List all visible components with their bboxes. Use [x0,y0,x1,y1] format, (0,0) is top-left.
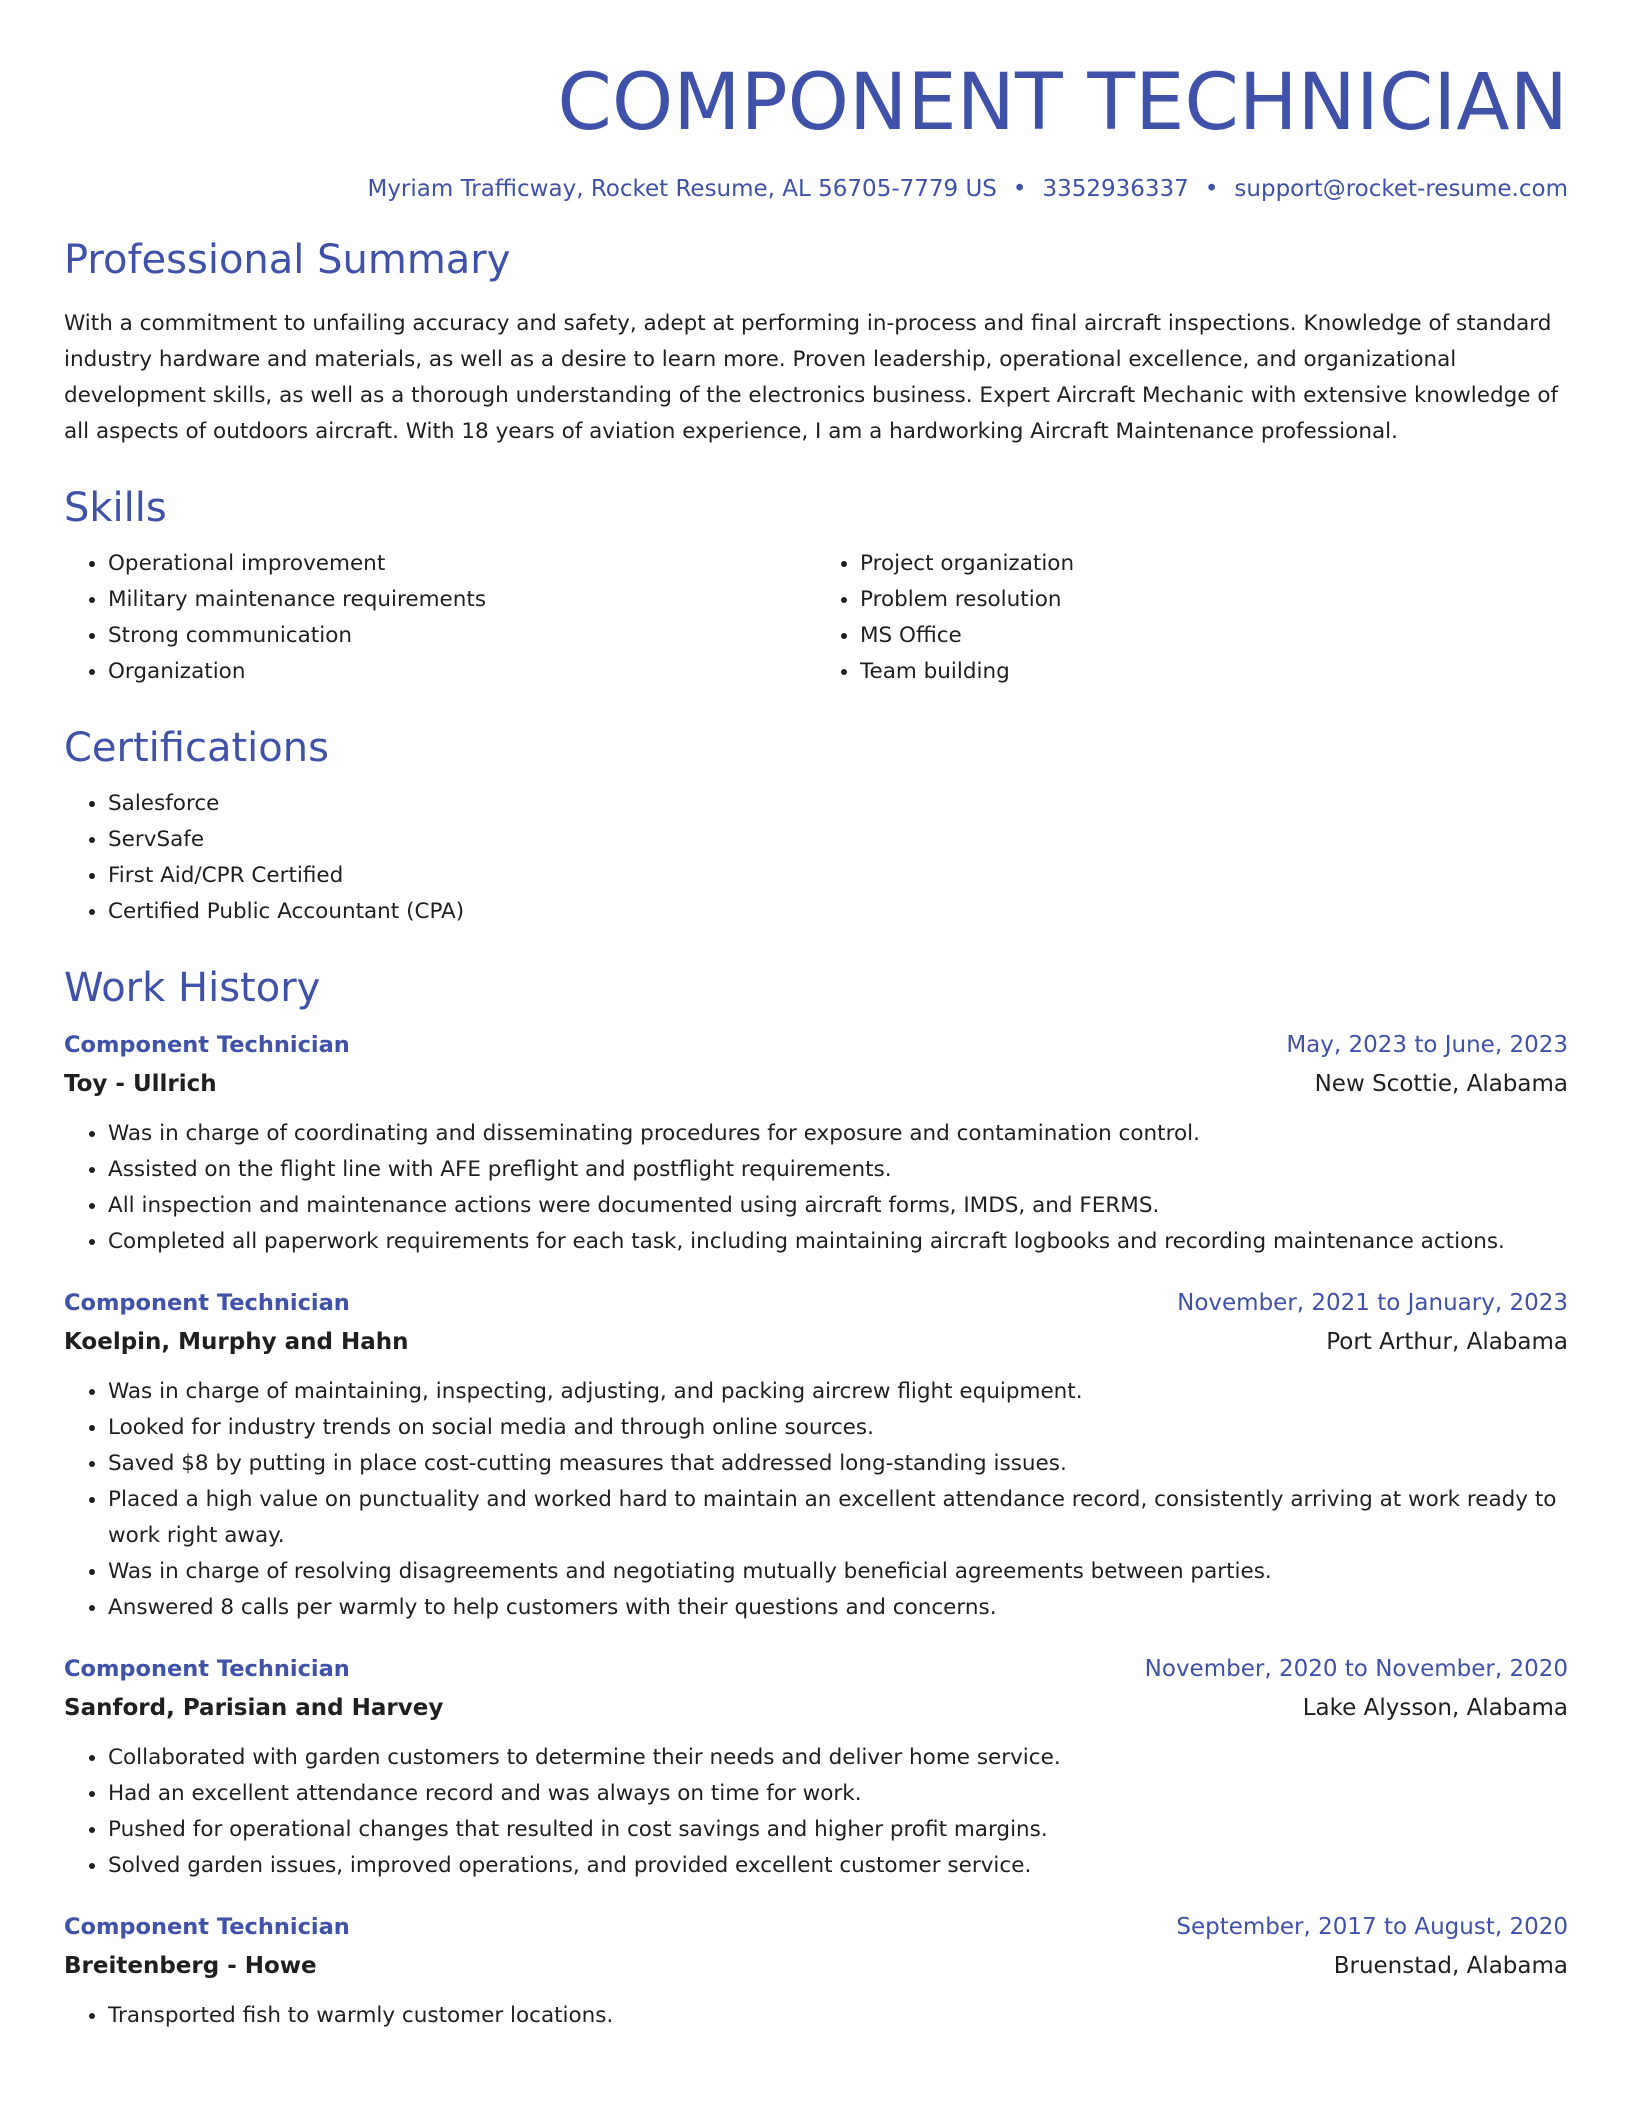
certification-item: • Salesforce [108,786,1568,822]
job-company: Koelpin, Murphy and Hahn [64,1329,409,1355]
job-bullet: • Saved $8 by putting in place cost-cutting measures that addressed long-standing issues. [108,1446,1568,1482]
certifications-section [64,720,1568,930]
job-bullets [64,1998,1568,2034]
job-bullet: • All inspection and maintenance actions were documented using aircraft forms, IMDS, and FERMS. [108,1188,1568,1224]
job-bullet: • Completed all paperwork requirements for each task, including maintaining aircraft logbooks and recording maintenance actions. [108,1224,1568,1260]
job-entry [64,1650,1568,1884]
job-location: Lake Alysson, Alabama [1302,1695,1568,1721]
certification-item: • Certified Public Accountant (CPA) [108,894,1568,930]
job-bullet: • Was in charge of maintaining, inspecting, adjusting, and packing aircrew flight equipment. [108,1374,1568,1410]
contact-line [64,176,1568,202]
job-bullets [64,1374,1568,1626]
job-dates: May, 2023 to June, 2023 [1286,1032,1568,1058]
job-company: Toy - Ullrich [64,1071,217,1097]
job-location: New Scottie, Alabama [1314,1071,1568,1097]
contact-phone: 3352936337 [1042,176,1189,202]
job-entry [64,1908,1568,2034]
job-entry [64,1026,1568,1260]
job-bullet: • Assisted on the flight line with AFE preflight and postflight requirements. [108,1152,1568,1188]
summary-text: With a commitment to unfailing accuracy and safety, adept at performing in-process and final aircraft inspections. Knowledge of standard industry hardware and materials, as well as a desire to learn more. Proven leadership, operational excellence, and organizational development skills, as well as a thorough understanding of the electronics business. Expert Aircraft Mechanic with extensive knowledge of all aspects of outdoors aircraft. With 18 years of aviation experience, I am a hardworking Aircraft Maintenance professional. [64,311,1559,444]
job-bullet: • Looked for industry trends on social media and through online sources. [108,1410,1568,1446]
job-dates: November, 2020 to November, 2020 [1144,1656,1568,1682]
skill-item: • Military maintenance requirements [108,582,816,618]
job-location: Bruenstad, Alabama [1333,1953,1568,1979]
job-bullet: • Was in charge of coordinating and disseminating procedures for exposure and contamination control. [108,1116,1568,1152]
skills-columns [64,536,1568,690]
job-bullet: • Solved garden issues, improved operations, and provided excellent customer service. [108,1848,1568,1884]
skill-item: • MS Office [860,618,1568,654]
job-bullets [64,1116,1568,1260]
skill-item: • Problem resolution [860,582,1568,618]
skill-item: • Team building [860,654,1568,690]
certifications-list [64,786,1568,930]
job-dates: September, 2017 to August, 2020 [1176,1914,1568,1940]
job-bullet: • Transported fish to warmly customer locations. [108,1998,1568,2034]
job-bullet: • Collaborated with garden customers to determine their needs and deliver home service. [108,1740,1568,1776]
job-bullets [64,1740,1568,1884]
job-company: Breitenberg - Howe [64,1953,317,1979]
job-title: Component Technician [64,1656,350,1682]
job-title: Component Technician [64,1914,350,1940]
certification-item: • First Aid/CPR Certified [108,858,1568,894]
job-title: Component Technician [64,1290,350,1316]
job-bullet: • Placed a high value on punctuality and worked hard to maintain an excellent attendance record, consistently arriving at work ready to work right away. [108,1482,1568,1554]
skill-item: • Strong communication [108,618,816,654]
skill-item: • Organization [108,654,816,690]
job-company: Sanford, Parisian and Harvey [64,1695,444,1721]
job-dates: November, 2021 to January, 2023 [1177,1290,1568,1316]
skill-item: • Project organization [860,546,1568,582]
resume-page [64,48,1568,2034]
job-bullet: • Had an excellent attendance record and was always on time for work. [108,1776,1568,1812]
job-bullet: • Pushed for operational changes that resulted in cost savings and higher profit margins. [108,1812,1568,1848]
contact-email: support@rocket-resume.com [1234,176,1568,202]
summary-section [64,232,1568,450]
contact-separator: • [1204,176,1219,202]
skills-list-left [64,546,816,690]
candidate-name: COMPONENT TECHNICIAN [557,58,1568,148]
certification-item: • ServSafe [108,822,1568,858]
certifications-heading: Certifications [64,725,329,771]
work-history-heading: Work History [64,965,321,1011]
job-title: Component Technician [64,1032,350,1058]
contact-address: Myriam Trafficway, Rocket Resume, AL 56705-7779 US [367,176,997,202]
skill-item: • Operational improvement [108,546,816,582]
work-history-section [64,960,1568,2034]
job-bullet: • Answered 8 calls per warmly to help customers with their questions and concerns. [108,1590,1568,1626]
job-location: Port Arthur, Alabama [1326,1329,1568,1355]
contact-separator: • [1012,176,1027,202]
skills-list-right [816,546,1568,690]
skills-section [64,480,1568,690]
skills-heading: Skills [64,485,167,531]
summary-heading: Professional Summary [64,237,511,283]
job-bullet: • Was in charge of resolving disagreements and negotiating mutually beneficial agreements between parties. [108,1554,1568,1590]
job-entry [64,1284,1568,1626]
